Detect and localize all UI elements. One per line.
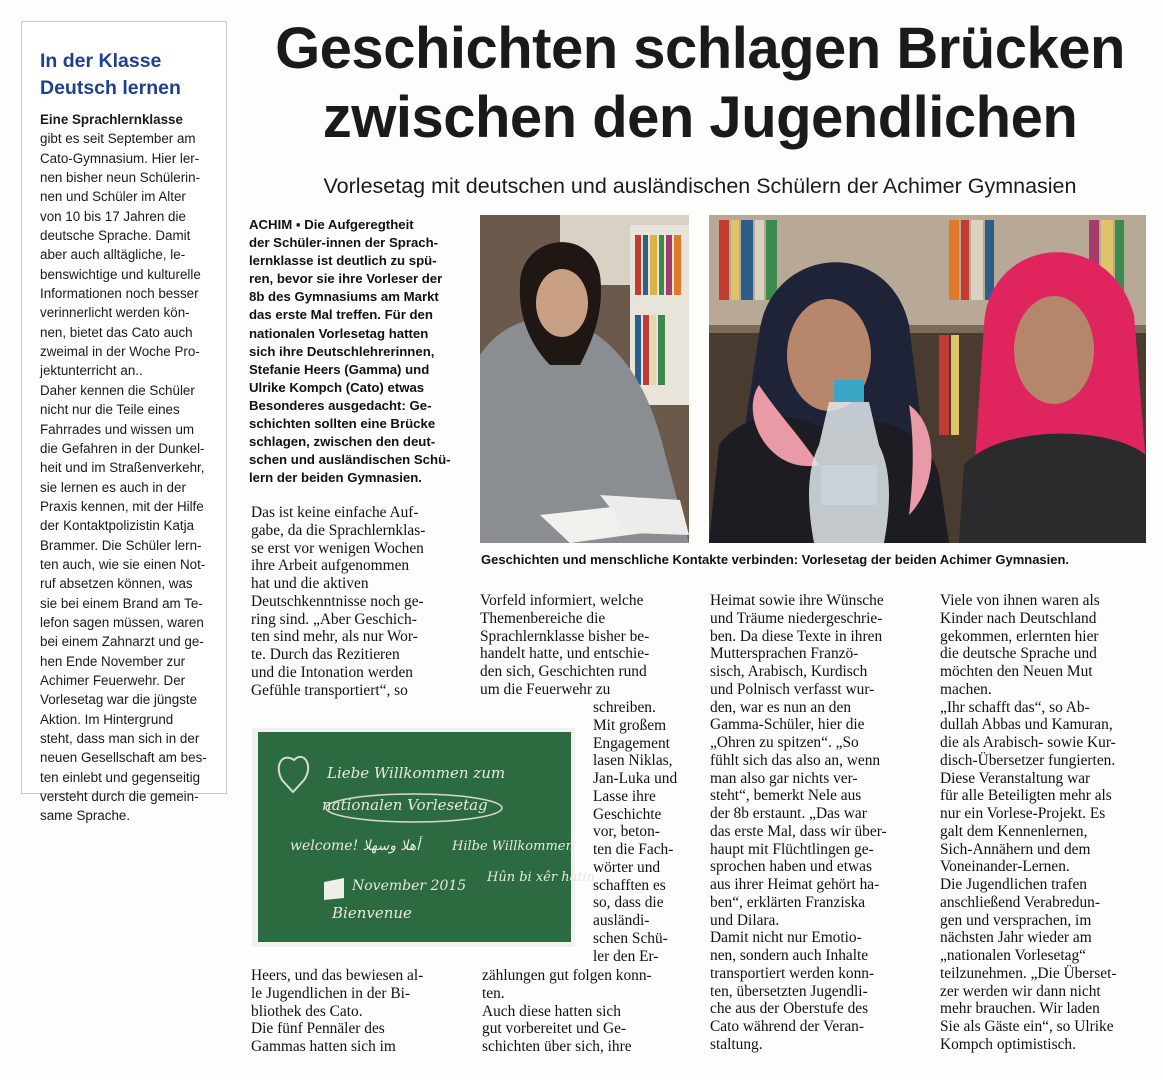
article-line: für alle Beteiligten mehr als (940, 787, 1112, 805)
article-line: gabe, da die Sprachlernklas- (251, 521, 426, 539)
info-box-line: versteht durch die gemein- (40, 789, 199, 805)
article-column-1-continued (251, 967, 465, 1056)
lead-line: das erste Mal treffen. Für den (249, 307, 433, 323)
article-line: Gamma-Schüler, hier die (710, 716, 865, 734)
article-line: zählungen gut folgen konn- (482, 967, 652, 984)
article-line: Viele von ihnen waren als (940, 592, 1100, 609)
chalkboard-line-3: welcome! أهلا وسهلا (290, 838, 421, 854)
article-line: staltung. (710, 1035, 763, 1053)
info-box-line: lefon sagen müssen, waren (40, 614, 204, 630)
lead-line: lern der beiden Gymnasien. (249, 470, 422, 486)
info-box-line: verinnerlicht werden kön- (40, 305, 190, 321)
article-line: um die Feuerwehr zu (480, 680, 611, 698)
info-box-line: zweimal in der Woche Pro- (40, 344, 200, 360)
photo-student-reading (480, 215, 689, 543)
article-line: sisch, Arabisch, Kurdisch (710, 663, 868, 680)
article-line: Damit nicht nur Emotio- (710, 929, 862, 947)
lead-line: lernklasse ist deutlich zu spü- (249, 253, 437, 269)
lead-line: schlagen, zwischen den deut- (249, 434, 436, 450)
article-line: le Jugendlichen in der Bi- (251, 984, 410, 1002)
article-line: den, war es nun an den (710, 698, 852, 716)
article-line: steht“, bemerkt Nele aus (710, 787, 862, 805)
article-line: Sich-Annähern und dem (940, 840, 1091, 858)
article-line: nächsten Jahr wieder am (940, 929, 1092, 947)
article-line: und Träume niedergeschrie- (710, 609, 883, 627)
article-line: teilzunehmen. „Die Überset- (940, 964, 1117, 982)
info-box-title: In der Klasse Deutsch lernen (40, 50, 181, 99)
info-box-line: ruf absetzen können, was (40, 576, 193, 592)
info-box-line: Eine Sprachlernklasse (40, 112, 183, 127)
article-line: Kinder nach Deutschland (940, 609, 1097, 627)
chalkboard-line-4: Hilbe Willkommen (452, 839, 574, 854)
lead-line: Ulrike Kompch (Cato) etwas (249, 379, 425, 395)
info-box-line: nen und Schüler im Alter (40, 189, 186, 205)
article-column-4 (940, 592, 1153, 1054)
lead-line: schen und ausländischen Schü- (249, 452, 451, 468)
article-line: so, dass die (593, 894, 664, 912)
article-line: ler den Er- (593, 947, 659, 965)
article-line: wörter und (593, 858, 661, 876)
info-box-line: benswichtige und kulturelle (40, 266, 201, 282)
article-line: lasen Niklas, (593, 752, 673, 770)
article-line: ausländi- (593, 912, 650, 929)
lead-line: nationalen Vorlesetag hatten (249, 325, 429, 341)
info-box-line: jektunterricht an.. (40, 363, 143, 379)
info-box-line: gibt es seit September am (40, 131, 196, 147)
info-box-line: Cato-Gymnasium. Hier ler- (40, 150, 200, 166)
article-line: „Ohren zu spitzen“. „So (710, 734, 859, 751)
info-box-line: same Sprache. (40, 808, 131, 824)
article-line: Diese Veranstaltung war (940, 769, 1091, 787)
info-box-text (40, 110, 218, 826)
photo-caption: Geschichten und menschliche Kontakte verbinden: Vorlesetag der beiden Achimer Gymnasien. (481, 552, 1070, 567)
article-line: aus ihrer Heimat gehört ha- (710, 876, 880, 893)
info-box-line: die Gefahren in der Dunkel- (40, 440, 205, 456)
article-line: haupt mit Flüchtlingen ge- (710, 840, 874, 858)
article-line: Kompch optimistisch. (940, 1035, 1076, 1053)
article-line: se erst vor wenigen Wochen (251, 539, 424, 557)
chalkboard-line-5: Hûn bi xêr hatin (487, 870, 596, 885)
article-line: Jan-Luka und (593, 770, 678, 787)
info-box-line: deutsche Sprache. Damit (40, 228, 191, 244)
article-line: vor, beton- (593, 823, 660, 841)
info-box-line: heit und im Straßenverkehr, (40, 460, 205, 476)
article-line: gekommen, erlernten hier (940, 627, 1099, 645)
subheadline: Vorlesetag mit deutschen und ausländischen Schülern der Achimer Gymnasien (323, 174, 1077, 198)
lead-line: Stefanie Heers (Gamma) und (249, 361, 430, 377)
info-box-line: Vorlesetag war die jüngste (40, 692, 198, 708)
article-line: transportiert werden konn- (710, 964, 875, 982)
article-line: und Polnisch verfasst wur- (710, 680, 875, 698)
article-line: schichten über sich, ihre (482, 1038, 632, 1055)
lead-line: ren, bevor sie ihre Vorleser der (249, 271, 443, 287)
article-column-2-continued (482, 967, 692, 1056)
info-box-line: Fahrrades und wissen um (40, 421, 195, 437)
info-box-line: nen bisher neun Schülerin- (40, 170, 201, 186)
article-line: möchten den Neuen Mut (940, 663, 1093, 680)
article-line: Gefühle transportiert“, so (251, 681, 408, 699)
article-line: mehr brauchen. Wir laden (940, 1000, 1100, 1018)
article-line: zer werden wir dann nicht (940, 982, 1101, 1000)
article-line: ten die Fach- (593, 841, 674, 858)
info-box-line: Brammer. Die Schüler lern- (40, 537, 202, 553)
article-line: „Ihr schafft das“, so Ab- (940, 698, 1090, 716)
article-line: der 8b erstaunt. „Das war (710, 805, 867, 822)
article-line: gut vorbereitet und Ge- (482, 1020, 627, 1038)
lead-line: schichten sollten eine Brücke (249, 416, 436, 432)
chalkboard-line-6: November 2015 (352, 878, 467, 894)
article-line: Gammas hatten sich im (251, 1038, 396, 1055)
article-line: Sprachlernklasse bisher be- (480, 627, 650, 645)
info-box-line: von 10 bis 17 Jahren die (40, 208, 186, 224)
photo-two-students (709, 215, 1146, 543)
lead-line: der Schüler-innen der Sprach- (249, 235, 439, 251)
lead-line: sich ihre Deutschlehrerinnen, (249, 343, 435, 359)
info-box-line: Informationen noch besser (40, 286, 199, 302)
info-box-line: ten auch, wie sie einen Not- (40, 556, 206, 572)
article-line: Die fünf Pennäler des (251, 1020, 385, 1038)
article-line: das erste Mal, dass wir über- (710, 822, 887, 840)
article-line: Muttersprachen Franzö- (710, 645, 859, 663)
article-line: die deutsche Sprache und (940, 645, 1097, 663)
photo-chalkboard (252, 728, 596, 947)
lead-line: Besonderes ausgedacht: Ge- (249, 397, 432, 413)
article-line: hat und die aktiven (251, 575, 369, 592)
article-line: schafften es (593, 876, 666, 894)
article-column-3 (710, 592, 923, 1054)
info-box-line: nicht nur die Teile eines (40, 402, 180, 418)
article-line: Lasse ihre (593, 787, 656, 805)
article-line: „nationalen Vorlesetag“ (940, 947, 1087, 964)
chalkboard-line-2: nationalen Vorlesetag (322, 796, 488, 814)
article-line: bliothek des Cato. (251, 1002, 363, 1020)
info-box-line: ten einlebt und gegenseitig (40, 769, 201, 785)
article-line: und die Intonation werden (251, 663, 413, 681)
article-line: ihre Arbeit aufgenommen (251, 557, 410, 575)
article-line: gen und versprachen, im (940, 911, 1092, 929)
article-line: Die Jugendlichen trafen (940, 876, 1088, 893)
chalkboard-line-1: Liebe Willkommen zum (327, 764, 506, 782)
article-line: Sie als Gäste ein“, so Ulrike (940, 1018, 1114, 1035)
article-line: machen. (940, 680, 992, 698)
info-box-line: hen Ende November zur (40, 653, 186, 669)
info-box-line: neuen Gesellschaft am bes- (40, 750, 207, 766)
article-line: Engagement (593, 734, 670, 752)
info-box-line: Achimer Feuerwehr. Der (40, 672, 186, 688)
info-box-line: der Kontaktpolizistin Katja (40, 518, 195, 534)
article-line: Vorfeld informiert, welche (480, 592, 644, 609)
article-line: die als Arabisch- sowie Kur- (940, 734, 1116, 751)
article-line: sprochen haben und etwas (710, 858, 872, 876)
article-column-1 (251, 504, 461, 699)
article-line: Heimat sowie ihre Wünsche (710, 592, 884, 609)
article-line: te. Durch das Rezitieren (251, 646, 400, 663)
lead-paragraph (249, 216, 471, 487)
article-line: Mit großem (593, 716, 667, 734)
article-line: disch-Übersetzer fungierten. (940, 751, 1116, 769)
article-line: ring sind. „Aber Geschich- (251, 610, 417, 628)
chalkboard-line-7: Bienvenue (332, 904, 412, 922)
article-line: anschließend Verabredun- (940, 893, 1100, 911)
article-line: nen, sondern auch Inhalte (710, 947, 869, 964)
info-box-line: nen, bietet das Cato auch (40, 324, 193, 340)
article-line: ben. Da diese Texte in ihren (710, 627, 883, 645)
article-column-2-narrow (593, 699, 690, 965)
article-line: Cato während der Veran- (710, 1018, 864, 1035)
info-box-line: Daher kennen die Schüler (40, 382, 195, 398)
article-line: Themenbereiche die (480, 609, 606, 627)
article-line: Deutschkenntnisse noch ge- (251, 592, 424, 610)
article-line: fühlt sich das also an, wenn (710, 751, 881, 769)
article-line: man also gar nichts ver- (710, 769, 858, 787)
article-line: che aus der Oberstufe des (710, 1000, 869, 1018)
article-line: nur ein Vorlese-Projekt. Es (940, 805, 1106, 822)
article-line: ben“, erklärten Franziska (710, 893, 866, 911)
info-box-line: Aktion. Im Hintergrund (40, 711, 174, 727)
article-line: Heers, und das bewiesen al- (251, 967, 424, 984)
info-box-line: sie lernen es auch in der (40, 479, 186, 495)
info-box-line: bei einem Zahnarzt und ge- (40, 634, 204, 650)
article-line: ten sind mehr, als nur Wor- (251, 628, 418, 646)
article-line: Voneinander-Lernen. (940, 858, 1070, 876)
article-line: dullah Abbas und Kamuran, (940, 716, 1113, 734)
info-box-line: steht, dass man sich in der (40, 731, 200, 746)
article-column-2 (480, 592, 690, 699)
lead-line: ACHIM ▪ Die Aufgeregtheit (249, 217, 414, 232)
article-line: schen Schü- (593, 929, 668, 947)
article-line: schreiben. (593, 699, 656, 716)
article-line: Das ist keine einfache Auf- (251, 504, 419, 521)
article-line: den sich, Geschichten rund (480, 663, 647, 680)
info-box-line: sie bei einem Brand am Te- (40, 595, 203, 611)
article-line: Geschichte (593, 805, 662, 823)
article-line: Auch diese hatten sich (482, 1002, 621, 1020)
info-box-line: Praxis kennen, mit der Hilfe (40, 498, 204, 514)
info-box-line: aber auch alltägliche, le- (40, 247, 186, 263)
lead-line: 8b des Gymnasiums am Markt (249, 289, 439, 305)
headline: Geschichten schlagen Brücken zwischen den Jugendlichen (275, 16, 1125, 150)
article-line: galt dem Kennenlernen, (940, 822, 1088, 840)
article-line: und Dilara. (710, 911, 780, 929)
article-line: ten. (482, 984, 505, 1002)
article-line: handelt hatte, und entschie- (480, 645, 650, 663)
article-line: ten, übersetzten Jugendli- (710, 982, 868, 1000)
